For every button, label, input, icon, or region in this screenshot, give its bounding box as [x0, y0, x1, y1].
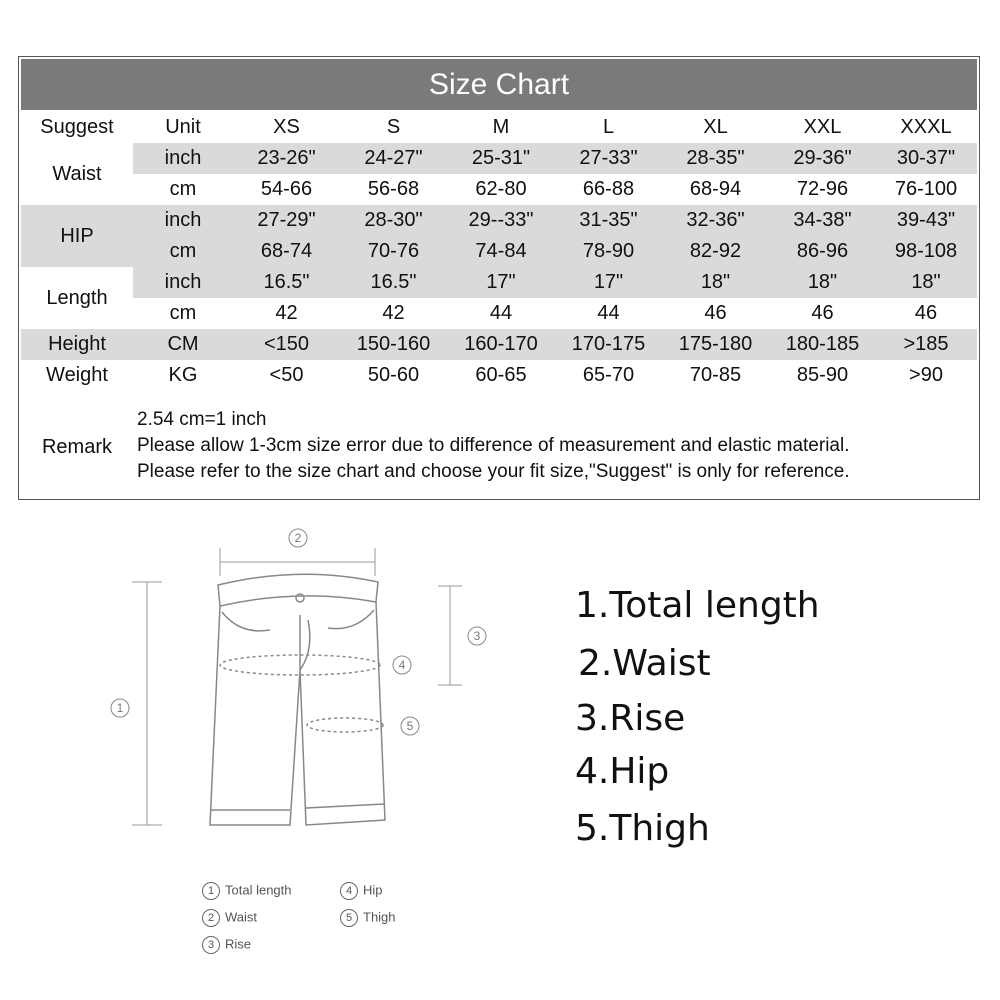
value-cell: >90 [909, 364, 943, 386]
value-cell: 29--33" [468, 209, 534, 231]
value-cell: 70-76 [367, 240, 420, 262]
header-row [21, 112, 977, 143]
remark-text [137, 407, 850, 485]
table-row [21, 205, 977, 236]
header-s: S [386, 116, 401, 138]
measurement-thigh: 5.Thigh [575, 808, 710, 849]
value-cell: 85-90 [796, 364, 849, 386]
value-cell: 54-66 [260, 178, 313, 200]
header-l: L [602, 116, 615, 138]
fly-line [300, 615, 310, 670]
value-cell: 27-33" [579, 147, 638, 169]
value-cell: 39-43" [896, 209, 956, 231]
value-cell: 175-180 [678, 333, 753, 355]
value-cell: 42 [382, 302, 405, 324]
table-row [21, 236, 977, 267]
value-cell: 160-170 [464, 333, 538, 355]
value-cell: 86-96 [796, 240, 849, 262]
length-label: Length [46, 287, 108, 309]
measurement-waist: 2.Waist [578, 643, 711, 684]
measurement-total-length: 1.Total length [575, 585, 820, 626]
value-cell: 28-35" [686, 147, 745, 169]
legend-rise: 3 Rise [202, 936, 251, 954]
height-label: Height [48, 333, 106, 355]
value-cell: 18" [911, 271, 941, 293]
value-cell: 17" [593, 271, 624, 293]
value-cell: 24-27" [364, 147, 423, 169]
value-cell: 16.5" [370, 271, 417, 293]
value-cell: 28-30" [364, 209, 423, 231]
legend-total-length: 1 Total length [202, 882, 292, 900]
marker-4: 4 [398, 658, 406, 672]
unit-cell: cm [169, 178, 197, 200]
value-cell: 180-185 [785, 333, 860, 355]
header-xl: XL [703, 116, 728, 138]
table-row [21, 298, 977, 329]
value-cell: 34-38" [793, 209, 852, 231]
pants-outline [210, 602, 385, 825]
thigh-ellipse [307, 718, 383, 732]
value-cell: 46 [914, 302, 938, 324]
left-pocket [222, 612, 270, 631]
header-xxl: XXL [803, 116, 842, 138]
value-cell: 44 [597, 302, 620, 324]
header-unit: Unit [165, 116, 201, 138]
unit-cell: cm [169, 302, 197, 324]
value-cell: 78-90 [582, 240, 635, 262]
weight-label: Weight [46, 364, 108, 386]
unit-cell: CM [167, 333, 199, 355]
value-cell: 46 [704, 302, 727, 324]
value-cell: 32-36" [686, 209, 745, 231]
unit-cell: cm [169, 240, 197, 262]
legend-thigh: 5 Thigh [340, 909, 396, 927]
measurement-hip: 4.Hip [575, 751, 670, 792]
value-cell: 68-74 [260, 240, 313, 262]
unit-cell: KG [168, 364, 198, 386]
value-cell: <150 [263, 333, 310, 355]
table-row [133, 143, 977, 174]
header-xs: XS [273, 116, 300, 138]
value-cell: 31-35" [579, 209, 638, 231]
value-cell: 82-92 [689, 240, 742, 262]
value-cell: 42 [275, 302, 298, 324]
remark-line: Please allow 1-3cm size error due to difference of measurement and elastic material. [137, 435, 850, 456]
legend-waist: 2 Waist [202, 909, 257, 927]
value-cell: 46 [811, 302, 834, 324]
value-cell: 16.5" [263, 271, 310, 293]
value-cell: 70-85 [689, 364, 742, 386]
table-row [21, 360, 977, 391]
waist-label: Waist [52, 163, 102, 185]
value-cell: <50 [269, 364, 304, 386]
hip-label: HIP [60, 225, 94, 247]
size-chart-title: Size Chart [21, 59, 977, 110]
value-cell: 23-26" [257, 147, 316, 169]
value-cell: 18" [700, 271, 731, 293]
button-icon [296, 594, 304, 602]
value-cell: 29-36" [793, 147, 852, 169]
unit-cell: inch [164, 209, 202, 231]
value-cell: 98-108 [894, 240, 958, 262]
value-cell: 27-29" [257, 209, 316, 231]
remark-line: 2.54 cm=1 inch [137, 409, 267, 430]
value-cell: 74-84 [475, 240, 527, 262]
value-cell: 150-160 [356, 333, 431, 355]
value-cell: 170-175 [571, 333, 646, 355]
value-cell: 25-31" [471, 147, 531, 169]
value-cell: 60-65 [475, 364, 527, 386]
table-row [21, 329, 977, 360]
value-cell: 65-70 [582, 364, 635, 386]
size-chart-table [18, 56, 980, 500]
header-m: M [492, 116, 510, 138]
legend-hip: 4 Hip [340, 882, 383, 900]
value-cell: 44 [489, 302, 513, 324]
header-suggest: Suggest [40, 116, 114, 138]
value-cell: 50-60 [367, 364, 420, 386]
marker-3: 3 [473, 629, 481, 643]
unit-cell: inch [164, 147, 202, 169]
value-cell: >185 [903, 333, 949, 355]
measurement-rise: 3.Rise [575, 698, 686, 739]
remark-line: Please refer to the size chart and choose your fit size,"Suggest" is only for reference. [137, 461, 850, 482]
value-cell: 72-96 [796, 178, 849, 200]
marker-1: 1 [116, 701, 124, 715]
cuff-lines [210, 804, 385, 810]
value-cell: 18" [807, 271, 838, 293]
header-xxxl: XXXL [900, 116, 952, 138]
value-cell: 30-37" [896, 147, 956, 169]
value-cell: 17" [486, 271, 516, 293]
value-cell: 76-100 [894, 178, 958, 200]
right-pocket [328, 610, 374, 629]
pants-measurement-diagram [100, 520, 500, 970]
marker-5: 5 [406, 719, 414, 733]
value-cell: 68-94 [689, 178, 742, 200]
unit-cell: inch [164, 271, 202, 293]
value-cell: 62-80 [475, 178, 527, 200]
value-cell: 56-68 [367, 178, 420, 200]
table-row [133, 267, 977, 298]
value-cell: 66-88 [582, 178, 635, 200]
marker-2: 2 [294, 531, 302, 545]
remark-label: Remark [41, 436, 112, 458]
table-row [21, 174, 977, 205]
